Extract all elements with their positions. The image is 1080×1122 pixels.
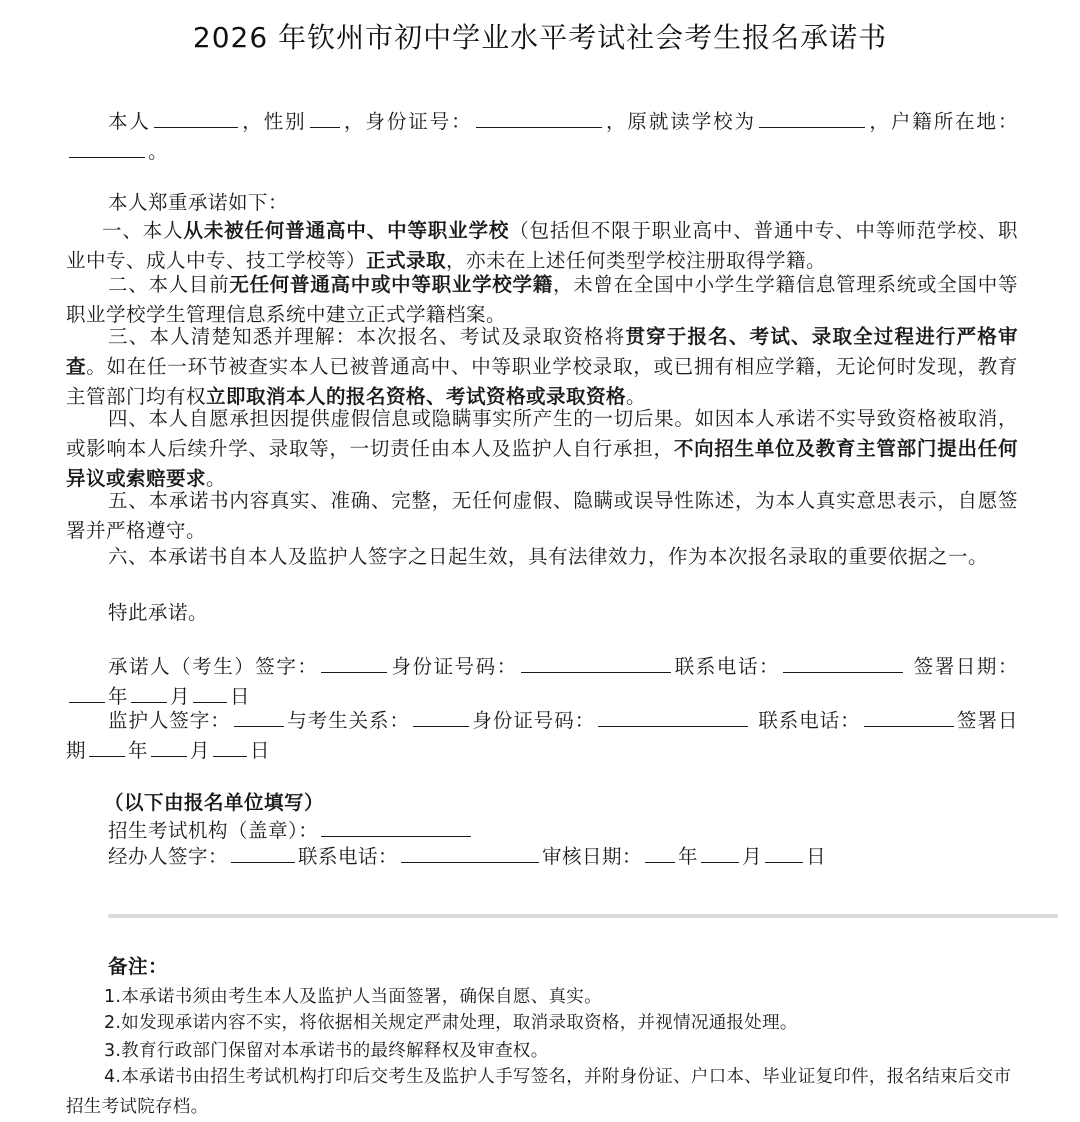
review-date-label: 审核日期： [542, 845, 643, 868]
promise-item-2: 二、本人目前无任何普通高中或中等职业学校学籍，未曾在全国中小学生学籍信息管理系统或全国中等职业学校学生管理信息系统中建立正式学籍档案。 [66, 273, 1018, 326]
unit-phone-label: 联系电话： [298, 845, 399, 868]
guardian-day-blank[interactable] [213, 738, 247, 757]
gender-blank[interactable] [310, 109, 340, 128]
residence-blank[interactable] [69, 139, 145, 158]
candidate-phone-blank[interactable] [783, 654, 903, 673]
guardian-id-blank[interactable] [598, 708, 748, 727]
relation-blank[interactable] [413, 708, 469, 727]
candidate-phone-label: 联系电话： [673, 655, 781, 678]
candidate-day-blank[interactable] [193, 684, 227, 703]
candidate-id-blank[interactable] [521, 654, 671, 673]
candidate-year-blank[interactable] [69, 684, 105, 703]
candidate-sign-blank[interactable] [321, 654, 387, 673]
note-1: 1.本承诺书须由考生本人及监护人当面签署，确保自愿、真实。 [104, 987, 602, 1007]
guardian-signature-line: 监护人签字： 与考生关系： 身份证号码： 联系电话： 签署日期 年 月 日 [66, 709, 1018, 762]
promise-item-1: 一、本人从未被任何普通高中、中等职业学校（包括但不限于职业高中、普通中专、中等师范学校、职业中专、成人中专、技工学校等）正式录取，亦未在上述任何类型学校注册取得学籍。 [66, 219, 1018, 272]
personal-info [66, 107, 1018, 167]
promise-item-5: 五、本承诺书内容真实、准确、完整，无任何虚假、隐瞒或误导性陈述，为本人真实意思表示，自愿签署并严格遵守。 [66, 489, 1018, 542]
handler-label: 经办人签字： [108, 845, 229, 868]
guardian-phone-label: 联系电话： [758, 709, 861, 732]
agency-blank[interactable] [321, 818, 471, 837]
guardian-year-blank[interactable] [89, 738, 125, 757]
closing-statement: 特此承诺。 [108, 601, 209, 624]
candidate-month-blank[interactable] [131, 684, 167, 703]
gender-label: ，性别 [240, 110, 307, 133]
unit-phone-blank[interactable] [401, 844, 539, 863]
guardian-month-blank[interactable] [151, 738, 187, 757]
note-4: 4.本承诺书由招生考试机构打印后交考生及监护人手写签名，并附身份证、户口本、毕业证复印件，报名结束后交市招生考试院存档。 [66, 1067, 1012, 1117]
section-divider [108, 914, 1058, 918]
name-label: 本人 [108, 110, 151, 133]
unit-heading: （以下由报名单位填写） [104, 791, 325, 814]
candidate-sign-label: 承诺人（考生）签字： [108, 655, 319, 678]
guardian-id-label: 身份证号码： [471, 709, 596, 732]
candidate-signature-line: 承诺人（考生）签字： 身份证号码： 联系电话： 签署日期：年 月 日 [66, 652, 1018, 712]
notes-title: 备注： [108, 955, 169, 978]
relation-label: 与考生关系： [286, 709, 410, 732]
note-3: 3.教育行政部门保留对本承诺书的最终解释权及审查权。 [104, 1041, 549, 1061]
review-day-blank[interactable] [765, 844, 803, 863]
guardian-phone-blank[interactable] [864, 708, 954, 727]
candidate-id-label: 身份证号码： [390, 655, 518, 678]
review-month-blank[interactable] [701, 844, 739, 863]
promise-item-4: 四、本人自愿承担因提供虚假信息或隐瞒事实所产生的一切后果。如因本人承诺不实导致资格被取消，或影响本人后续升学、录取等，一切责任由本人及监护人自行承担，不向招生单位及教育主管部门提出任何异议或索赔要求。 [66, 407, 1018, 490]
name-blank[interactable] [154, 109, 238, 128]
candidate-date-label: 签署日期： [913, 655, 1018, 678]
school-label: ，原就读学校为 [604, 110, 756, 133]
school-blank[interactable] [759, 109, 865, 128]
review-year-blank[interactable] [645, 844, 675, 863]
id-label: ，身份证号： [342, 110, 473, 133]
end-mark: 。 [148, 140, 169, 163]
promise-item-6: 六、本承诺书自本人及监护人签字之日起生效，具有法律效力，作为本次报名录取的重要依据之一。 [108, 545, 989, 568]
handler-line: 经办人签字： 联系电话： 审核日期： 年 月 日 [108, 845, 827, 868]
handler-blank[interactable] [231, 844, 295, 863]
agency-label: 招生考试机构（盖章）： [108, 819, 319, 842]
guardian-sign-blank[interactable] [234, 708, 284, 727]
document-title: 2026 年钦州市初中学业水平考试社会考生报名承诺书 [192, 21, 888, 54]
note-2: 2.如发现承诺内容不实，将依据相关规定严肃处理，取消录取资格，并视情况通报处理。 [104, 1013, 798, 1033]
guardian-date-label: 签署日期 [66, 709, 1018, 762]
id-blank[interactable] [476, 109, 602, 128]
promise-intro: 本人郑重承诺如下： [108, 191, 289, 214]
residence-label: ，户籍所在地： [867, 110, 1018, 133]
guardian-sign-label: 监护人签字： [108, 709, 231, 732]
promise-item-3: 三、本人清楚知悉并理解：本次报名、考试及录取资格将贯穿于报名、考试、录取全过程进行严格审查。如在任一环节被查实本人已被普通高中、中等职业学校录取，或已拥有相应学籍，无论何时发现，教育主管部门均有权立即取消本人的报名资格、考试资格或录取资格。 [66, 325, 1018, 408]
